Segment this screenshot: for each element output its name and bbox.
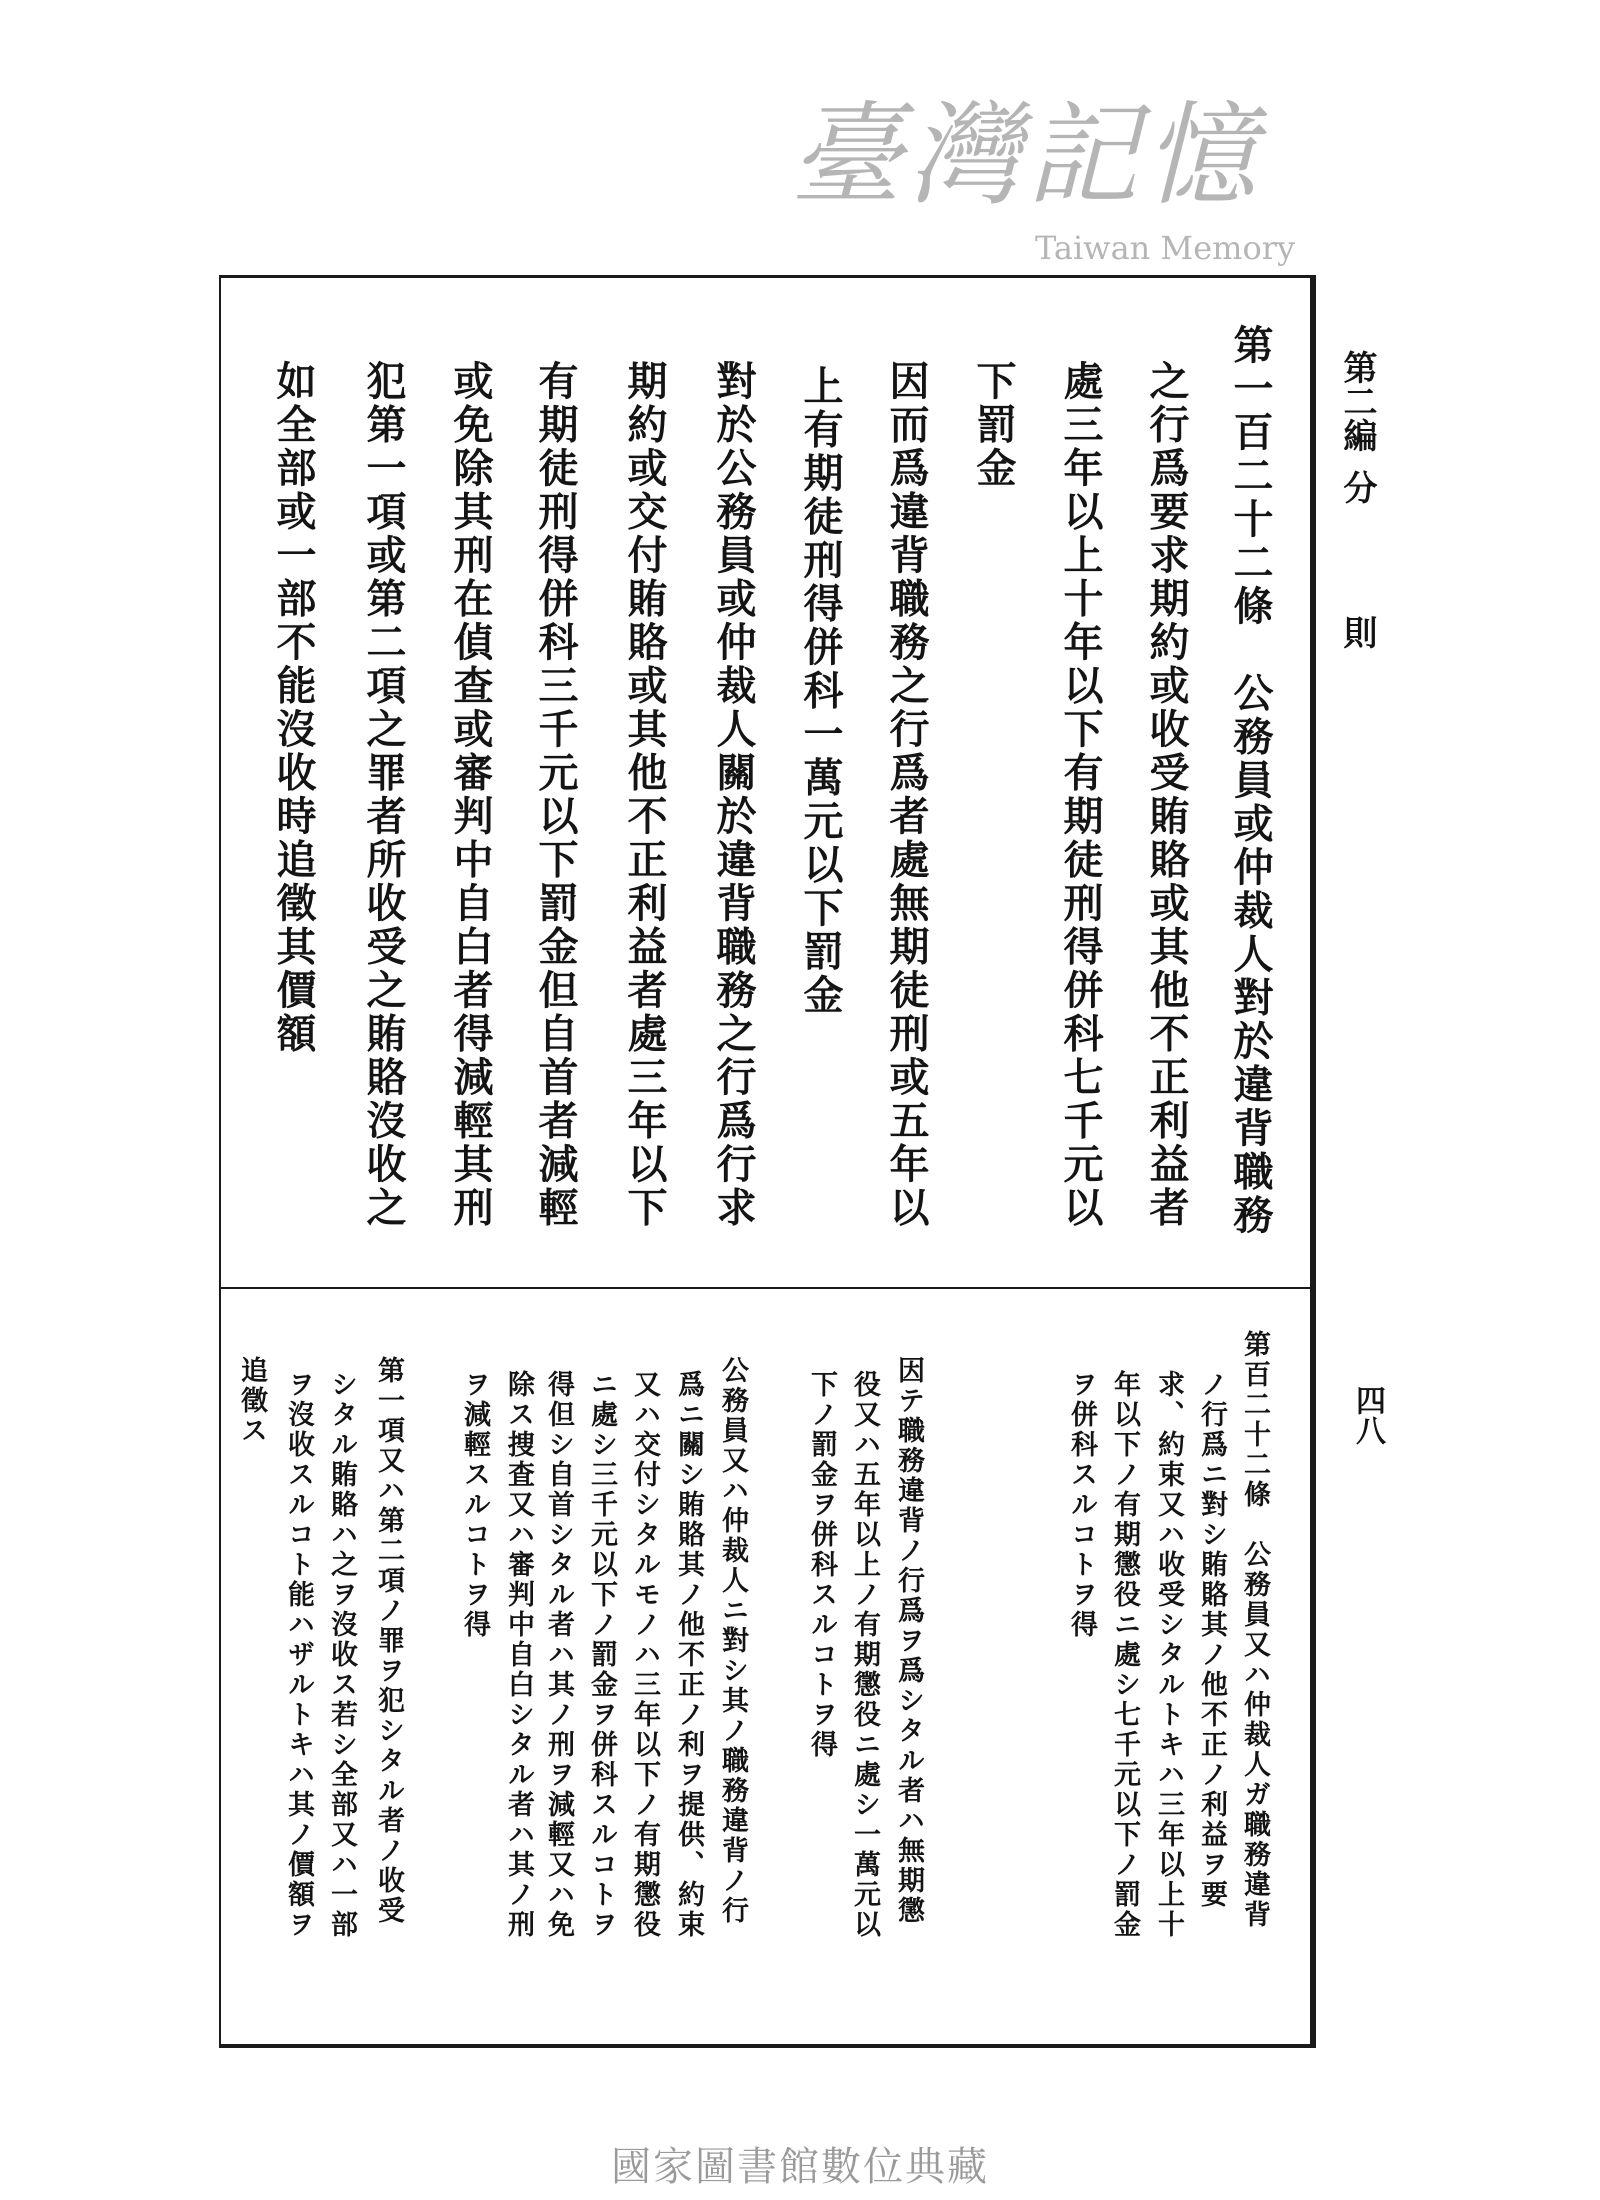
frame-top-border — [220, 275, 1316, 278]
chinese-text-column: 因而爲違背職務之行爲者處無期徒刑或五年以 — [883, 360, 930, 1230]
japanese-text-column: 第百二十二條 公務員又ハ仲裁人ガ職務違背 — [1239, 1330, 1270, 1930]
chinese-text-column: 第一百二十二條 公務員或仲裁人對於違背職務 — [1227, 324, 1274, 1238]
chinese-text-column: 有期徒刑得併科三千元以下罰金但自首者減輕 — [532, 360, 579, 1230]
japanese-text-column: シタル賄賂ハ之ヲ沒收ス若シ全部又ハ一部 — [326, 1370, 357, 1940]
section-header-part-2: 則 — [1337, 615, 1377, 649]
chinese-text-column: 上有期徒刑得併科一萬元以下罰金 — [797, 365, 844, 1018]
japanese-text-column: 第一項又ハ第二項ノ罪ヲ犯シタル者ノ收受 — [373, 1356, 404, 1926]
chinese-text-column: 下罰金 — [970, 360, 1017, 491]
frame-right-border — [1310, 275, 1316, 2047]
page-number: 四八 — [1350, 1385, 1385, 1445]
watermark-subtitle: Taiwan Memory — [1035, 229, 1296, 267]
japanese-text-column: 年以下ノ有期懲役ニ處シ七千元以下ノ罰金 — [1109, 1370, 1140, 1940]
japanese-text-column: ヲ併科スルコトヲ得 — [1066, 1370, 1097, 1640]
japanese-text-column: 因テ職務違背ノ行爲ヲ爲シタル者ハ無期懲 — [893, 1356, 924, 1926]
chinese-text-column: 期約或交付賄賂或其他不正利益者處三年以下 — [621, 360, 668, 1230]
japanese-text-column: ニ處シ三千元以下ノ罰金ヲ併科スルコトヲ — [586, 1370, 617, 1940]
chinese-text-column: 如全部或一部不能沒收時追徵其價額 — [270, 360, 317, 1056]
chinese-text-column: 或免除其刑在偵查或審判中自白者得減輕其刑 — [447, 360, 494, 1230]
japanese-text-column: 追徵ス — [236, 1356, 267, 1446]
japanese-text-column: 又ハ交付シタルモノハ三年以下ノ有期懲役 — [629, 1370, 660, 1940]
japanese-text-column: 得但シ自首シタル者ハ其ノ刑ヲ減輕又ハ免 — [543, 1370, 574, 1940]
japanese-text-column: 求、約束又ハ收受シタルトキハ三年以上十 — [1153, 1370, 1184, 1940]
frame-bottom-border — [219, 2044, 1316, 2048]
japanese-text-column: ヲ沒收スルコト能ハザルトキハ其ノ價額ヲ — [283, 1370, 314, 1940]
japanese-text-column: ヲ減輕スルコトヲ得 — [459, 1370, 490, 1640]
japanese-text-column: 下ノ罰金ヲ併科スルコトヲ得 — [806, 1370, 837, 1760]
library-footer: 國家圖書館數位典藏 — [611, 2144, 989, 2190]
chinese-text-column: 犯第一項或第二項之罪者所收受之賄賂沒收之 — [360, 360, 407, 1230]
japanese-text-column: 爲ニ關シ賄賂其ノ他不正ノ利ヲ提供、約束 — [673, 1370, 704, 1940]
watermark-title: 臺灣記憶 — [790, 91, 1262, 221]
chinese-text-column: 對於公務員或仲裁人關於違背職務之行爲行求 — [710, 360, 757, 1230]
section-header: 第二編 — [1337, 350, 1377, 452]
chinese-text-column: 處三年以上十年以下有期徒刑得併科七千元以 — [1057, 360, 1104, 1230]
section-divider — [219, 1287, 1316, 1289]
chinese-text-column: 之行爲要求期約或收受賄賂或其他不正利益者 — [1143, 360, 1190, 1230]
japanese-text-column: 役又ハ五年以上ノ有期懲役ニ處シ一萬元以 — [849, 1370, 880, 1940]
japanese-text-column: 除ス捜査又ハ審判中自白シタル者ハ其ノ刑 — [503, 1370, 534, 1940]
frame-left-border — [219, 275, 221, 2047]
japanese-text-column: ノ行爲ニ對シ賄賂其ノ他不正ノ利益ヲ要 — [1196, 1370, 1227, 1910]
section-header-part-1: 分 — [1337, 470, 1377, 504]
japanese-text-column: 公務員又ハ仲裁人ニ對シ其ノ職務違背ノ行 — [717, 1356, 748, 1926]
